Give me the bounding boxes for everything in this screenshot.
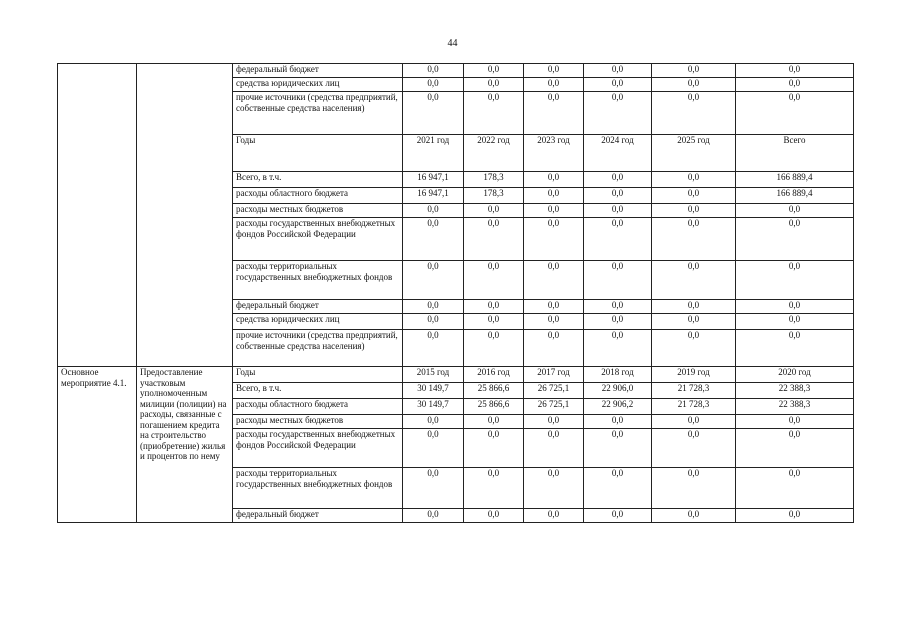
value-cell: 0,0: [652, 64, 736, 78]
source-label-cell: средства юридических лиц: [233, 78, 403, 92]
value-cell: 2015 год: [403, 367, 464, 383]
source-label-cell: Годы: [233, 367, 403, 383]
value-cell: 0,0: [652, 78, 736, 92]
value-cell: 0,0: [403, 429, 464, 468]
value-cell: 0,0: [584, 204, 652, 218]
value-cell: 0,0: [464, 314, 524, 330]
value-cell: 0,0: [584, 261, 652, 300]
value-cell: 2019 год: [652, 367, 736, 383]
value-cell: 0,0: [403, 261, 464, 300]
value-cell: 0,0: [464, 78, 524, 92]
source-label-cell: прочие источники (средства предприятий, собственные средства населения): [233, 92, 403, 135]
value-cell: 0,0: [524, 300, 584, 314]
value-cell: 0,0: [464, 64, 524, 78]
activity-description-cell: [137, 64, 233, 367]
value-cell: 2022 год: [464, 135, 524, 172]
table-row: [58, 64, 854, 78]
value-cell: 0,0: [403, 509, 464, 523]
value-cell: 0,0: [652, 188, 736, 204]
value-cell: 26 725,1: [524, 383, 584, 399]
value-cell: 0,0: [584, 468, 652, 509]
value-cell: 0,0: [736, 92, 854, 135]
value-cell: 0,0: [403, 64, 464, 78]
value-cell: 22 388,3: [736, 399, 854, 415]
value-cell: 30 149,7: [403, 383, 464, 399]
value-cell: 30 149,7: [403, 399, 464, 415]
value-cell: 0,0: [736, 314, 854, 330]
value-cell: 0,0: [652, 92, 736, 135]
value-cell: 21 728,3: [652, 383, 736, 399]
value-cell: 0,0: [524, 261, 584, 300]
value-cell: 0,0: [584, 314, 652, 330]
value-cell: 0,0: [736, 78, 854, 92]
value-cell: 0,0: [584, 92, 652, 135]
value-cell: 22 906,0: [584, 383, 652, 399]
value-cell: 0,0: [736, 261, 854, 300]
source-label-cell: расходы областного бюджета: [233, 188, 403, 204]
value-cell: 0,0: [403, 468, 464, 509]
value-cell: 0,0: [403, 78, 464, 92]
value-cell: 2016 год: [464, 367, 524, 383]
value-cell: 0,0: [403, 92, 464, 135]
page-number: 44: [447, 38, 458, 49]
value-cell: 0,0: [652, 172, 736, 188]
value-cell: 0,0: [403, 300, 464, 314]
value-cell: 0,0: [584, 330, 652, 367]
value-cell: 0,0: [736, 415, 854, 429]
value-cell: 0,0: [652, 261, 736, 300]
value-cell: 0,0: [652, 330, 736, 367]
table-row: [58, 367, 854, 383]
activity-name-cell: Основное мероприятие 4.1.: [58, 367, 137, 523]
value-cell: 0,0: [736, 468, 854, 509]
value-cell: 0,0: [652, 415, 736, 429]
value-cell: 0,0: [524, 64, 584, 78]
value-cell: 0,0: [736, 218, 854, 261]
value-cell: 0,0: [652, 300, 736, 314]
value-cell: 21 728,3: [652, 399, 736, 415]
value-cell: 0,0: [524, 415, 584, 429]
value-cell: 0,0: [584, 300, 652, 314]
funding-table: [57, 63, 854, 523]
value-cell: 0,0: [584, 78, 652, 92]
value-cell: 166 889,4: [736, 172, 854, 188]
value-cell: 0,0: [584, 218, 652, 261]
value-cell: 0,0: [524, 330, 584, 367]
value-cell: 0,0: [524, 218, 584, 261]
value-cell: 2017 год: [524, 367, 584, 383]
source-label-cell: федеральный бюджет: [233, 64, 403, 78]
value-cell: 22 906,2: [584, 399, 652, 415]
source-label-cell: расходы местных бюджетов: [233, 204, 403, 218]
value-cell: 22 388,3: [736, 383, 854, 399]
value-cell: 2020 год: [736, 367, 854, 383]
value-cell: 0,0: [524, 314, 584, 330]
value-cell: 0,0: [584, 188, 652, 204]
value-cell: 0,0: [464, 330, 524, 367]
source-label-cell: Всего, в т.ч.: [233, 172, 403, 188]
value-cell: 0,0: [524, 509, 584, 523]
value-cell: 178,3: [464, 188, 524, 204]
value-cell: 0,0: [464, 92, 524, 135]
value-cell: Всего: [736, 135, 854, 172]
value-cell: 0,0: [524, 172, 584, 188]
value-cell: 0,0: [736, 204, 854, 218]
value-cell: 0,0: [584, 509, 652, 523]
value-cell: 0,0: [584, 64, 652, 78]
value-cell: 0,0: [403, 330, 464, 367]
value-cell: 0,0: [584, 429, 652, 468]
value-cell: 0,0: [524, 429, 584, 468]
value-cell: 0,0: [736, 64, 854, 78]
value-cell: 0,0: [403, 314, 464, 330]
value-cell: 0,0: [524, 468, 584, 509]
source-label-cell: расходы областного бюджета: [233, 399, 403, 415]
source-label-cell: расходы местных бюджетов: [233, 415, 403, 429]
value-cell: 0,0: [464, 429, 524, 468]
value-cell: 2024 год: [584, 135, 652, 172]
value-cell: 166 889,4: [736, 188, 854, 204]
value-cell: 16 947,1: [403, 188, 464, 204]
value-cell: 0,0: [403, 218, 464, 261]
value-cell: 0,0: [584, 172, 652, 188]
source-label-cell: Годы: [233, 135, 403, 172]
source-label-cell: расходы территориальных государственных внебюджетных фондов: [233, 468, 403, 509]
value-cell: 0,0: [584, 415, 652, 429]
value-cell: 0,0: [524, 78, 584, 92]
value-cell: 0,0: [524, 204, 584, 218]
value-cell: 0,0: [652, 218, 736, 261]
value-cell: 0,0: [736, 330, 854, 367]
value-cell: 0,0: [464, 415, 524, 429]
value-cell: 0,0: [464, 218, 524, 261]
value-cell: 0,0: [652, 429, 736, 468]
value-cell: 0,0: [736, 300, 854, 314]
value-cell: 0,0: [652, 314, 736, 330]
value-cell: 0,0: [464, 468, 524, 509]
source-label-cell: средства юридических лиц: [233, 314, 403, 330]
value-cell: 0,0: [403, 415, 464, 429]
value-cell: 2018 год: [584, 367, 652, 383]
value-cell: 0,0: [464, 300, 524, 314]
source-label-cell: расходы государственных внебюджетных фондов Российской Федерации: [233, 218, 403, 261]
value-cell: 0,0: [652, 509, 736, 523]
value-cell: 0,0: [464, 204, 524, 218]
value-cell: 0,0: [464, 509, 524, 523]
value-cell: 0,0: [524, 92, 584, 135]
source-label-cell: расходы государственных внебюджетных фондов Российской Федерации: [233, 429, 403, 468]
value-cell: 0,0: [403, 204, 464, 218]
value-cell: 25 866,6: [464, 399, 524, 415]
value-cell: 2023 год: [524, 135, 584, 172]
value-cell: 178,3: [464, 172, 524, 188]
value-cell: 0,0: [736, 429, 854, 468]
value-cell: 26 725,1: [524, 399, 584, 415]
value-cell: 0,0: [652, 468, 736, 509]
activity-name-cell: [58, 64, 137, 367]
source-label-cell: федеральный бюджет: [233, 300, 403, 314]
source-label-cell: расходы территориальных государственных внебюджетных фондов: [233, 261, 403, 300]
value-cell: 16 947,1: [403, 172, 464, 188]
activity-description-cell: Предоставление участковым уполномоченным милиции (полиции) на расходы, связанные с погашением кредита на строительство (приобретение) жилья и процентов по нему: [137, 367, 233, 523]
value-cell: 25 866,6: [464, 383, 524, 399]
value-cell: 2021 год: [403, 135, 464, 172]
source-label-cell: федеральный бюджет: [233, 509, 403, 523]
value-cell: 0,0: [464, 261, 524, 300]
value-cell: 2025 год: [652, 135, 736, 172]
source-label-cell: прочие источники (средства предприятий, собственные средства населения): [233, 330, 403, 367]
value-cell: 0,0: [736, 509, 854, 523]
source-label-cell: Всего, в т.ч.: [233, 383, 403, 399]
value-cell: 0,0: [524, 188, 584, 204]
value-cell: 0,0: [652, 204, 736, 218]
